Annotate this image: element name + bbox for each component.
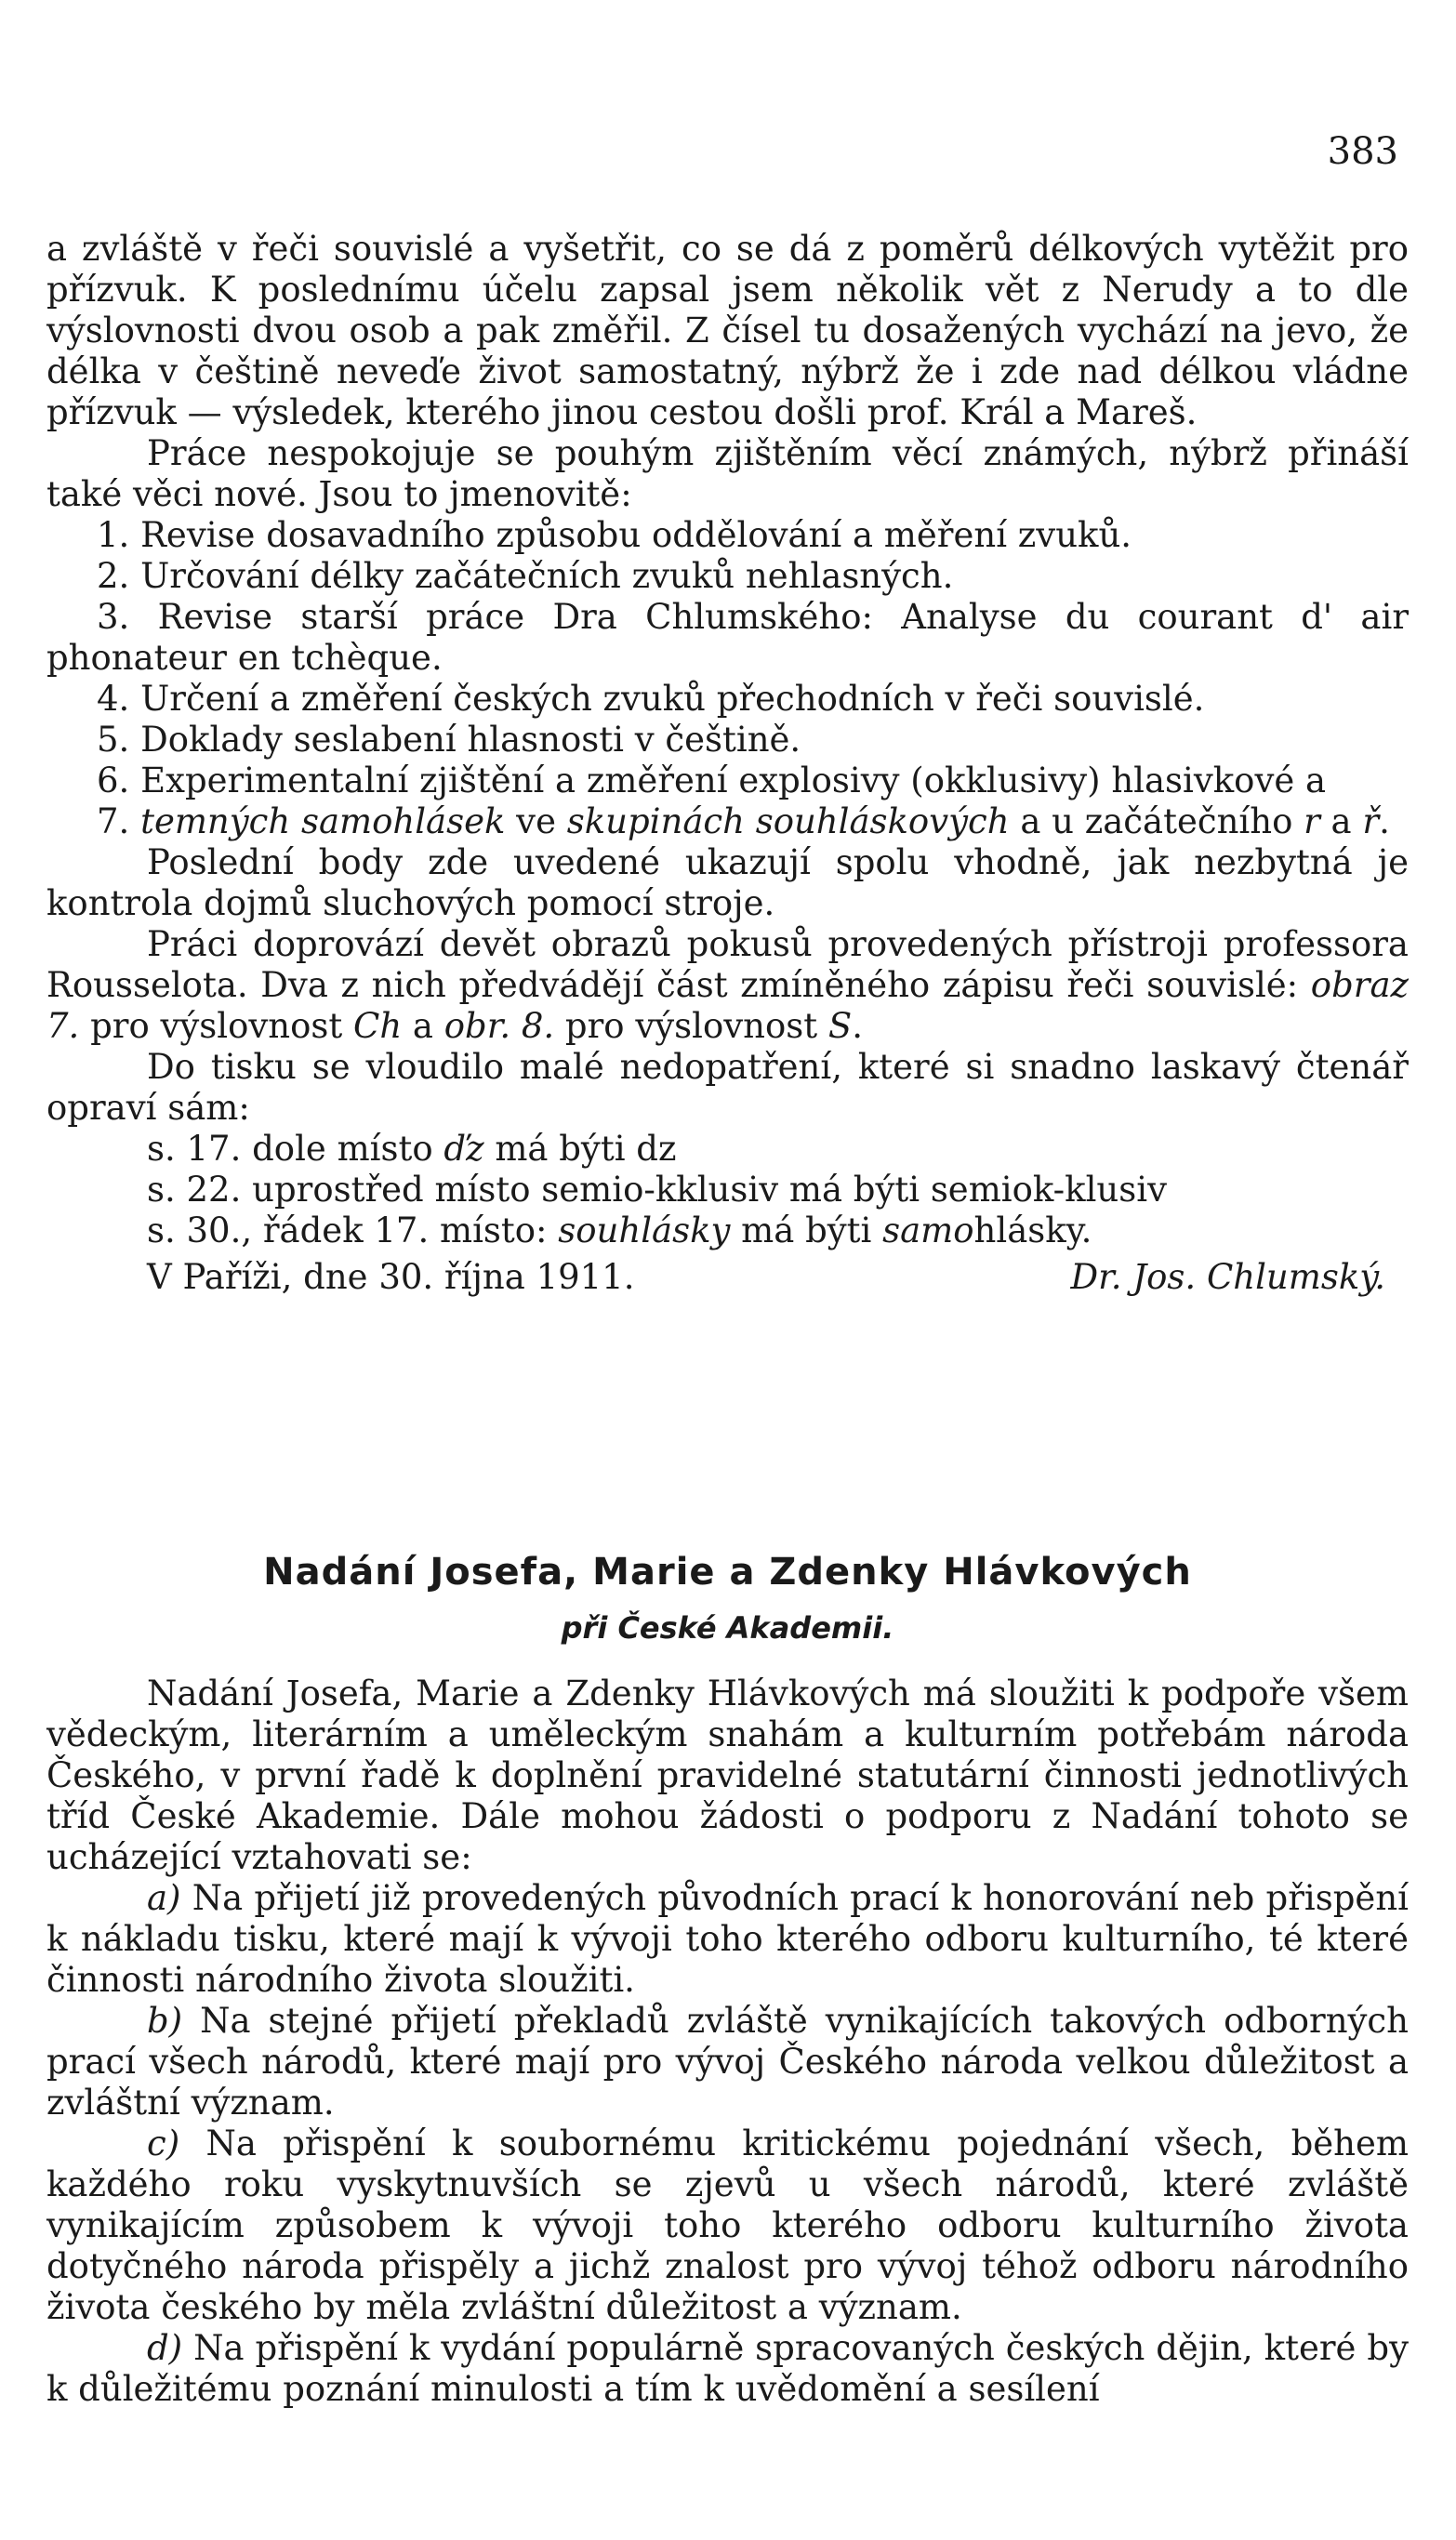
signature-author: Dr. Jos. Chlumský. [1070, 1257, 1385, 1297]
item-number: 5. [97, 720, 130, 760]
item-number: 1. [97, 515, 130, 555]
list-item [46, 720, 1409, 761]
foundation-text [46, 1673, 1409, 2410]
paragraph: Práce nespokojuje se pouhým zjištěním věcí známých, nýbrž přináší také věci nové. Jsou to jmenovitě: [46, 433, 1409, 514]
item-text: Revise starší práce Dra Chlumského: Analyse du courant d' air phonateur en tchèque. [46, 597, 1410, 678]
item-text: Určování délky začátečních zvuků nehlasných. [140, 556, 954, 596]
paragraph: Nadání Josefa, Marie a Zdenky Hlávkových má sloužiti k podpoře všem vědeckým, literárním a uměleckým snahám a kulturním potřebám národa Českého, v první řadě k doplnění pravidelné statutární činnosti jednotlivých tříd České Akademie. Dále mohou žádosti o podporu z Nadání tohoto se ucházející vztahovati se: [46, 1673, 1409, 1877]
section-subtitle: při České Akademii. [561, 1610, 894, 1646]
item-text: Na přispění k soubornému kritickému pojednání všech, během každého roku vyskytnuvších se zjevů u všech národů, které zvláště vynikajícím způsobem k vývoji toho kterého odboru kulturního života dotyčného národa přispěly a jichž znalost pro vývoj téhož odboru národního života českého by měla zvláštní důležitost a význam. [46, 2123, 1409, 2327]
item-text-italic: ř [1362, 801, 1380, 841]
paragraph: Poslední body zde uvedené ukazují spolu vhodně, jak nezbytná je kontrola dojmů sluchových pomocí stroje. [46, 842, 1409, 923]
item-text: Na přispění k vydání populárně spracovaných českých dějin, které by k důležitému poznání minulosti a tím k uvědomění a sesílení [46, 2328, 1409, 2409]
errata-italic: ďz [443, 1129, 484, 1169]
page-number: 383 [1327, 130, 1398, 173]
list-item [46, 801, 1409, 842]
item-text: Revise dosavadního způsobu oddělování a měření zvuků. [140, 515, 1132, 555]
item-number: 7. [97, 801, 130, 841]
item-text-italic: skupinách souhláskových [566, 801, 1010, 841]
signature-place: V Paříži, dne 30. října 1911. [147, 1257, 635, 1297]
item-text: Na stejné přijetí překladů zvláště vynikajících takových odborných prací všech národů, které mají pro vývoj Českého národa velkou důležitost a zvláštní význam. [46, 2001, 1409, 2123]
list-item [46, 2328, 1409, 2410]
para-text: Práci doprovází devět obrazů pokusů provedených přístroji professora Rousselota. Dva z nich předvádějí část zmíněného zápisu řeči souvislé: [46, 924, 1409, 1005]
list-item [46, 679, 1409, 720]
para-text-italic: S [827, 1006, 853, 1046]
para-text-italic: obr. 8. [443, 1006, 555, 1046]
section-title: Nadání Josefa, Marie a Zdenky Hlávkových [263, 1551, 1192, 1594]
errata-list [46, 1129, 1409, 1251]
item-letter: c) [147, 2123, 180, 2163]
para-text: . [852, 1006, 863, 1046]
errata-text: s. 17. dole místo [147, 1129, 444, 1169]
errata-text: má býti dz [483, 1129, 677, 1169]
item-text: ve [505, 801, 567, 841]
para-text-italic: obraz 7. [46, 965, 1409, 1046]
paragraph: Do tisku se vloudilo malé nedopatření, které si snadno laskavý čtenář opraví sám: [46, 1047, 1409, 1128]
item-letter: b) [147, 2001, 183, 2041]
article-body [46, 229, 1409, 1298]
list-item [46, 761, 1409, 801]
paragraph [46, 924, 1409, 1047]
errata-text: s. 30., řádek 17. místo: [147, 1210, 559, 1250]
item-text-italic: r [1304, 801, 1320, 841]
item-text: a u začátečního [1009, 801, 1304, 841]
errata-text: s. 22. uprostřed místo semio-kklusiv má býti semiok-klusiv [147, 1170, 1167, 1210]
list-item [46, 597, 1409, 679]
list-item [46, 556, 1409, 597]
item-letter: d) [147, 2328, 183, 2368]
item-number: 4. [97, 679, 130, 719]
item-text: Na přijetí již provedených původních prací k honorování neb přispění k nákladu tisku, které mají k vývoji toho kterého odboru kulturního, té které činnosti národního života sloužiti. [46, 1878, 1409, 2000]
item-text: Doklady seslabení hlasnosti v češtině. [140, 720, 801, 760]
paragraph: a zvláště v řeči souvislé a vyšetřit, co se dá z poměrů délkových vytěžit pro přízvuk. K poslednímu účelu zapsal jsem několik vět z Nerudy a to dle výslovnosti dvou osob a pak změřil. Z čísel tu dosažených vychází na jevo, že délka v češtině neveďe život samostatný, nýbrž že i zde nad délkou vládne přízvuk — výsledek, kterého jinou cestou došli prof. Král a Mareš. [46, 229, 1409, 432]
item-text: Experimentalní zjištění a změření explosivy (okklusivy) hlasivkové a [140, 761, 1327, 800]
item-text: a [1319, 801, 1363, 841]
errata-italic: souhlásky [558, 1210, 731, 1250]
errata-italic: samo [882, 1210, 974, 1250]
para-text-italic: Ch [353, 1006, 403, 1046]
errata-item [147, 1170, 1409, 1210]
item-letter: a) [147, 1878, 181, 1918]
item-text: . [1379, 801, 1390, 841]
para-text: pro výslovnost [554, 1006, 828, 1046]
list-item [46, 1878, 1409, 2001]
para-text: pro výslovnost [79, 1006, 354, 1046]
list-item [46, 2001, 1409, 2123]
item-number: 2. [97, 556, 130, 596]
errata-item [147, 1210, 1409, 1251]
item-number: 6. [97, 761, 130, 800]
errata-text: hlásky. [973, 1210, 1092, 1250]
item-text: Určení a změření českých zvuků přechodních v řeči souvislé. [140, 679, 1205, 719]
list-item [46, 2123, 1409, 2328]
errata-item [147, 1129, 1409, 1170]
item-text-italic: temných samohlásek [140, 801, 506, 841]
errata-text: má býti [730, 1210, 883, 1250]
item-number: 3. [97, 597, 130, 637]
list-item [46, 515, 1409, 556]
para-text: a [402, 1006, 444, 1046]
signature-line [46, 1257, 1409, 1298]
